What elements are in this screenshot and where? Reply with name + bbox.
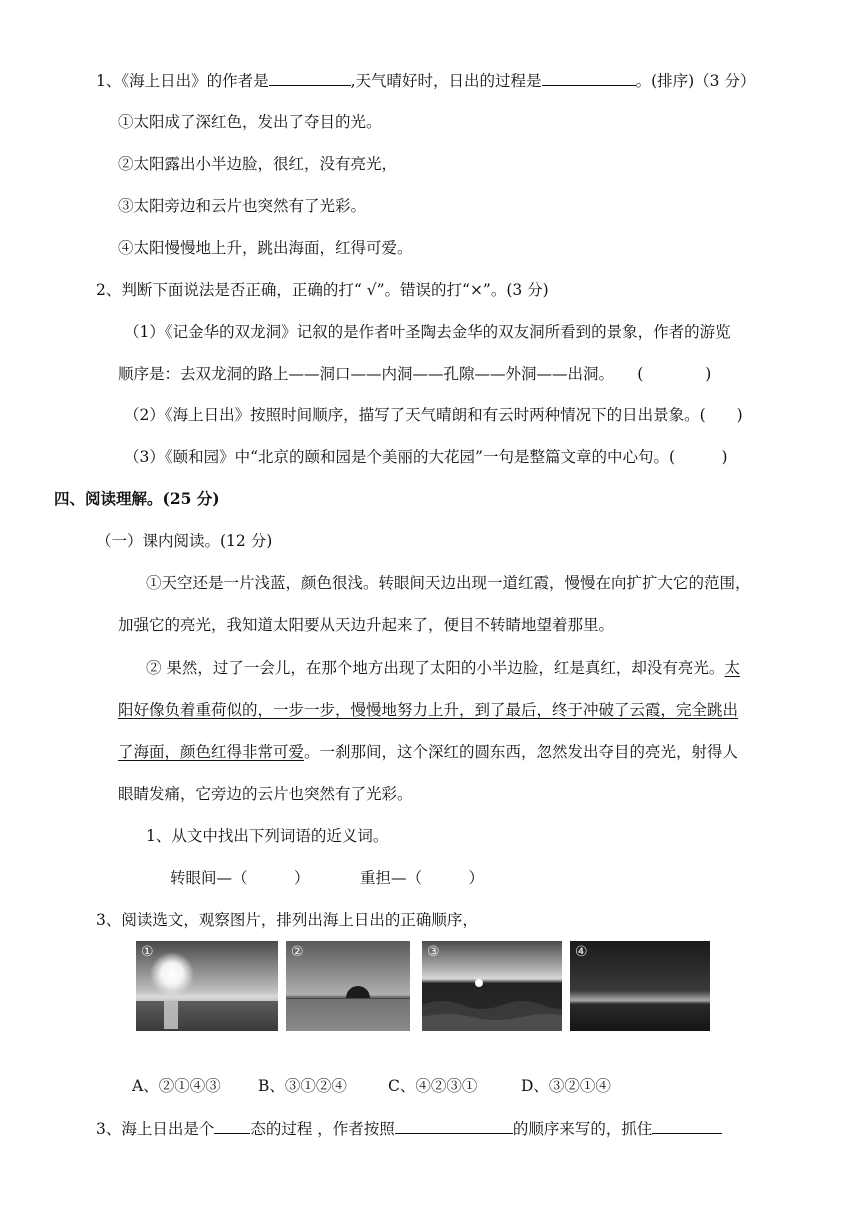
rq3-title: 3、阅读选文，观察图片，排列出海上日出的正确顺序， bbox=[96, 911, 478, 929]
q1-line: 1、《海上日出》的作者是 ,天气晴好时，日出的过程是 。(排序)（3 分） bbox=[96, 69, 755, 92]
answer-blank[interactable] bbox=[269, 69, 351, 86]
synonym-item-1[interactable]: 转眼间—（ ） bbox=[170, 869, 310, 887]
answer-blank[interactable] bbox=[395, 1117, 513, 1134]
sunrise-image bbox=[286, 941, 410, 1031]
passage-line: ② 果然，过了一会儿，在那个地方出现了太阳的小半边脸，红是真红，却没有亮光。太 bbox=[146, 659, 740, 677]
rq1-title: 1、从文中找出下列词语的近义词。 bbox=[146, 827, 389, 845]
q2-title: 2、判断下面说法是否正确，正确的打“ √”。错误的打“×”。(3 分) bbox=[96, 281, 549, 299]
photo-number: ④ bbox=[575, 944, 588, 960]
synonym-item-2[interactable]: 重担—（ ） bbox=[360, 869, 485, 887]
sunrise-photo-3 bbox=[422, 941, 562, 1031]
q1-option-2: ②太阳露出小半边脸，很红，没有亮光， bbox=[118, 155, 398, 173]
sunrise-photo-4 bbox=[570, 941, 710, 1031]
option-c[interactable]: C、④②③① bbox=[388, 1077, 478, 1095]
q1-option-3: ③太阳旁边和云片也突然有了光彩。 bbox=[118, 197, 367, 215]
sunrise-photo-1 bbox=[136, 941, 278, 1031]
q1-option-1: ①太阳成了深红色，发出了夺目的光。 bbox=[118, 113, 382, 131]
q2-item-1-line-1: （1）《记金华的双龙洞》记叙的是作者叶圣陶去金华的双友洞所看到的景象，作者的游览 bbox=[124, 323, 731, 341]
passage-line: ①天空还是一片浅蓝，颜色很浅。转眼间天边出现一道红霞，慢慢在向扩扩大它的范围， bbox=[146, 574, 751, 592]
passage-line: 加强它的亮光，我知道太阳要从天边升起来了，便目不转睛地望着那里。 bbox=[118, 616, 615, 634]
sunrise-image bbox=[422, 941, 562, 1031]
q2-item-1-line-2: 顺序是：去双龙洞的路上——洞口——内洞——孔隙——外洞——出洞。 ( ) bbox=[118, 365, 712, 383]
underlined-text: 了海面，颜色红得非常可爱 bbox=[118, 743, 305, 761]
answer-blank[interactable] bbox=[214, 1117, 250, 1134]
q2-item-3: （3）《颐和园》中“北京的颐和园是个美丽的大花园”一句是整篇文章的中心句。( ) bbox=[124, 448, 728, 466]
sunrise-image bbox=[136, 941, 278, 1031]
sunrise-photo-2 bbox=[286, 941, 410, 1031]
passage-line: 眼睛发痛，它旁边的云片也突然有了光彩。 bbox=[118, 785, 413, 803]
q1-option-4: ④太阳慢慢地上升，跳出海面，红得可爱。 bbox=[118, 239, 413, 257]
subsection-heading: （一）课内阅读。(12 分) bbox=[96, 532, 273, 550]
photo-number: ① bbox=[141, 944, 154, 960]
q2-item-2: （2）《海上日出》按照时间顺序，描写了天气晴朗和有云时两种情况下的日出景象。( ) bbox=[124, 406, 743, 424]
sunrise-image bbox=[570, 941, 710, 1031]
photo-number: ③ bbox=[427, 944, 440, 960]
option-a[interactable]: A、②①④③ bbox=[132, 1077, 221, 1095]
underlined-text: 太 bbox=[724, 659, 740, 677]
underlined-passage-line: 阳好像负着重荷似的，一步一步，慢慢地努力上升，到了最后，终于冲破了云霞，完全跳出 bbox=[118, 701, 739, 719]
rq3b-line: 3、海上日出是个 态的过程 ，作者按照 的顺序来写的，抓住 bbox=[96, 1117, 722, 1140]
photo-number: ② bbox=[291, 944, 304, 960]
answer-blank[interactable] bbox=[652, 1117, 722, 1134]
section-heading: 四、阅读理解。(25 分) bbox=[54, 489, 220, 508]
option-d[interactable]: D、③②①④ bbox=[521, 1077, 611, 1095]
answer-blank[interactable] bbox=[542, 69, 636, 86]
passage-line: 了海面，颜色红得非常可爱。一刹那间，这个深红的圆东西，忽然发出夺目的亮光，射得人 bbox=[118, 743, 739, 761]
option-b[interactable]: B、③①②④ bbox=[258, 1077, 347, 1095]
